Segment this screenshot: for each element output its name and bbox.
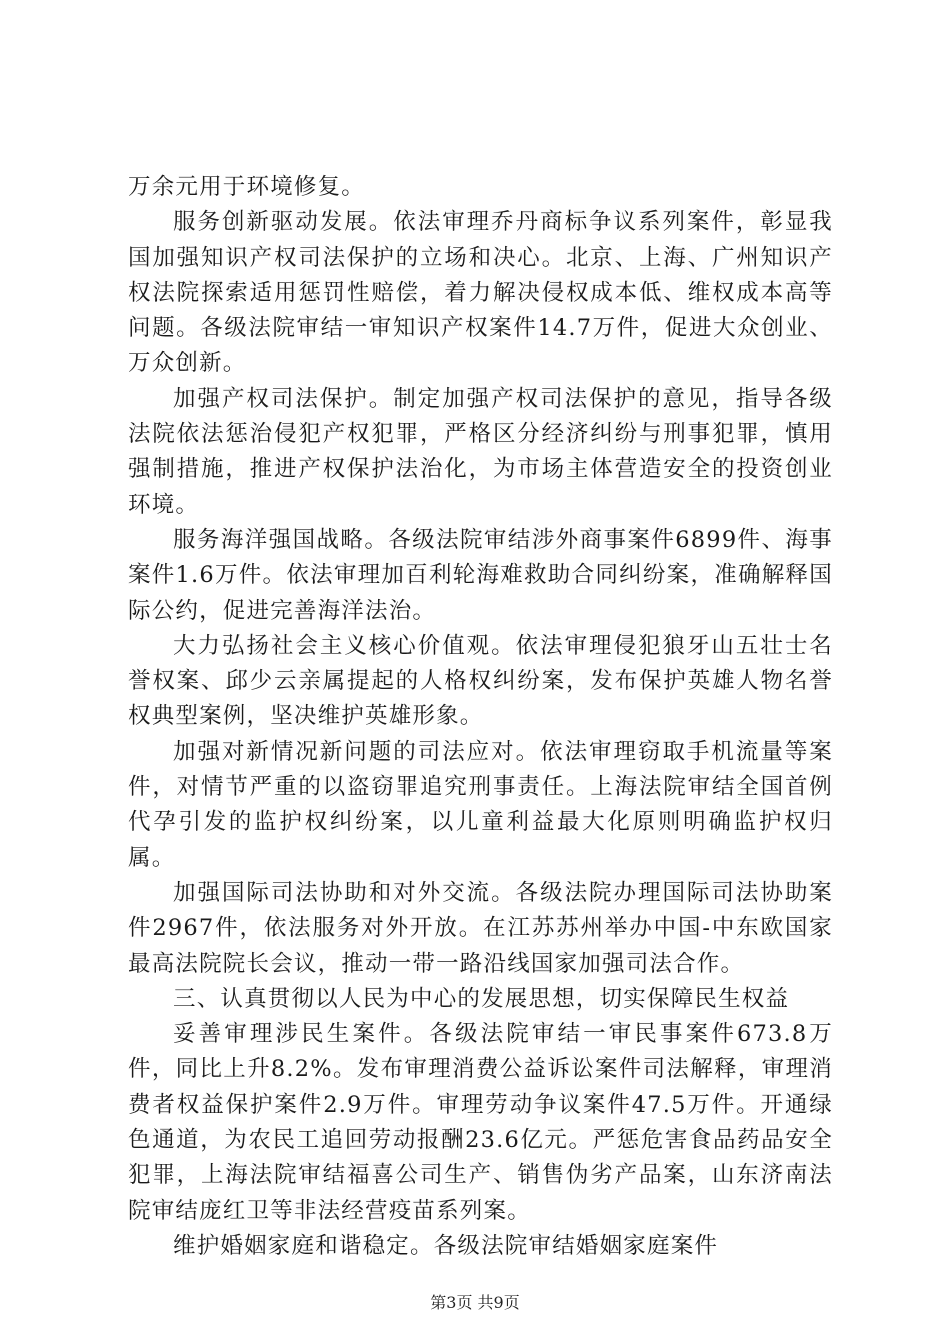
paragraph-5: 大力弘扬社会主义核心价值观。依法审理侵犯狼牙山五壮士名誉权案、邱少云亲属提起的人格权纠纷案，发布保护英雄人物名誉权典型案例，坚决维护英雄形象。 <box>128 632 833 730</box>
paragraph-2: 服务创新驱动发展。依法审理乔丹商标争议系列案件，彰显我国加强知识产权司法保护的立场和决心。北京、上海、广州知识产权法院探索适用惩罚性赔偿，着力解决侵权成本低、维权成本高等问题。各级法院审结一审知识产权案件14.7万件，促进大众创业、万众创新。 <box>128 209 833 377</box>
paragraph-4: 服务海洋强国战略。各级法院审结涉外商事案件6899件、海事案件1.6万件。依法审理加百利轮海难救助合同纠纷案，准确解释国际公约，促进完善海洋法治。 <box>128 526 833 624</box>
page-number-footer: 第3页 共9页 <box>430 1293 520 1312</box>
section-heading: 三、认真贯彻以人民为中心的发展思想，切实保障民生权益 <box>173 985 790 1012</box>
paragraph-8: 妥善审理涉民生案件。各级法院审结一审民事案件673.8万件，同比上升8.2%。发布审理消费公益诉讼案件司法解释，审理消费者权益保护案件2.9万件。审理劳动争议案件47.5万件。开通绿色通道，为农民工追回劳动报酬23.6亿元。严惩危害食品药品安全犯罪，上海法院审结福喜公司生产、销售伪劣产品案，山东济南法院审结庞红卫等非法经营疫苗系列案。 <box>128 1021 833 1224</box>
paragraph-9: 维护婚姻家庭和谐稳定。各级法院审结婚姻家庭案件 <box>173 1232 719 1259</box>
document-body <box>128 170 833 1264</box>
paragraph-3: 加强产权司法保护。制定加强产权司法保护的意见，指导各级法院依法惩治侵犯产权犯罪，严格区分经济纠纷与刑事犯罪，慎用强制措施，推进产权保护法治化，为市场主体营造安全的投资创业环境。 <box>128 385 833 518</box>
paragraph-1: 万余元用于环境修复。 <box>128 174 366 200</box>
paragraph-6: 加强对新情况新问题的司法应对。依法审理窃取手机流量等案件，对情节严重的以盗窃罪追究刑事责任。上海法院审结全国首例代孕引发的监护权纠纷案，以儿童利益最大化原则明确监护权归属。 <box>128 738 833 871</box>
paragraph-7: 加强国际司法协助和对外交流。各级法院办理国际司法协助案件2967件，依法服务对外开放。在江苏苏州举办中国-中东欧国家最高法院院长会议，推动一带一路沿线国家加强司法合作。 <box>128 879 833 977</box>
